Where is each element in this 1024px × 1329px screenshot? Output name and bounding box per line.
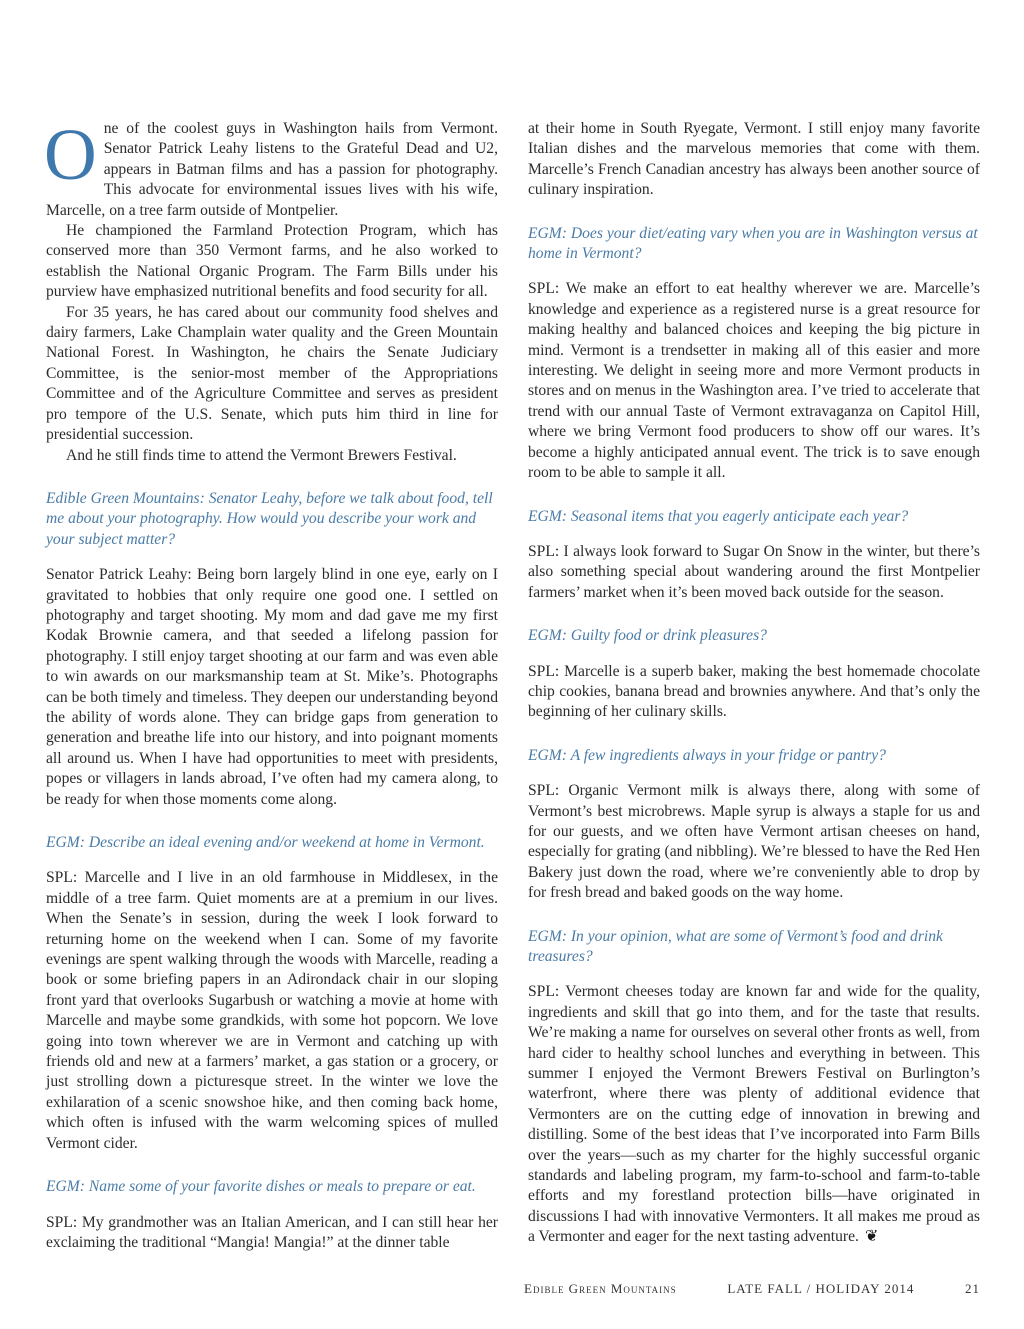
question-favorite-dishes: EGM: Name some of your favorite dishes or meals to prepare or eat.: [46, 1178, 476, 1196]
question-pantry-ingredients: EGM: A few ingredients always in your fridge or pantry?: [528, 746, 886, 764]
intro-paragraph-4: And he still finds time to attend the Vermont Brewers Festival.: [66, 446, 457, 464]
question-seasonal-items: EGM: Seasonal items that you eagerly anticipate each year?: [528, 507, 909, 525]
left-column: [44, 114, 498, 1253]
answer-ideal-evening: SPL: Marcelle and I live in an old farmhouse in Middlesex, in the middle of a tree farm. Quiet moments are at a premium in our lives. When the Senate’s in session, during the week I look forward to returning home on the weekend when I can. Some of my favorite evenings are spent walking through the woods with Marcelle, reading a book or some briefing papers in an Adirondack chair in our sloping front yard that overlooks Sugarbush or watching a movie at home with Marcelle and maybe some grandkids, with some hot popcorn. We love going into town wherever we are in Vermont and catching up with friends old and new at a farmers’ market, a gas station or a grocery, or just strolling down a picturesque street. In the winter we love the exhilaration of a scenic snowshoe hike, and then coming back home, which often is infused with the warm welcoming spices of mulled Vermont cider.: [46, 869, 498, 1152]
question-guilty-pleasures: EGM: Guilty food or drink pleasures?: [528, 627, 767, 645]
question-diet-variation: EGM: Does your diet/eating vary when you are in Washington versus at home in Vermont?: [528, 224, 978, 263]
question-photography: Edible Green Mountains: Senator Leahy, before we talk about food, tell me about your photography. How would you describe your work and your subject matter?: [46, 489, 493, 548]
answer-guilty-pleasures: SPL: Marcelle is a superb baker, making the best homemade chocolate chip cookies, banana bread and brownies anywhere. And that’s only the beginning of her culinary skills.: [528, 662, 980, 721]
answer-seasonal-items: SPL: I always look forward to Sugar On Snow in the winter, but there’s also something special about wandering around the first Montpelier farmers’ market when it’s been moved back outside for the season.: [528, 542, 980, 601]
maple-leaf-icon: ❦: [864, 1228, 879, 1246]
answer-diet-variation: SPL: We make an effort to eat healthy wherever we are. Marcelle’s knowledge and experience as a registered nurse is a great resource for making healthy and balanced choices and keeping the big picture in mind. Vermont is a trendsetter in making all of this easier and more interesting. We delight in seeing more and more Vermont products in stores and on menus in the Washington area. I’ve tried to accelerate that trend with our annual Taste of Vermont extravaganza on Capitol Hill, where we bring Vermont food producers to show off our wares. It’s become a highly anticipated annual event. The trick is to save enough room to be able to sample it all.: [528, 280, 980, 482]
intro-text-1: ne of the coolest guys in Washington hails from Vermont. Senator Patrick Leahy listens to the Grateful Dead and U2, appears in Batman films and has a passion for photography. This advocate for environmental issues lives with his wife, Marcelle, on a tree farm outside of Montpelier.: [46, 120, 498, 219]
answer-pantry-ingredients: SPL: Organic Vermont milk is always there, along with some of Vermont’s best microbrews. Maple syrup is always a staple for us and for our guests, and we often have Vermont artisan cheeses on hand, especially for grating (and nibbling). We’re blessed to have the Red Hen Bakery just down the road, where we’re conveniently able to drop by for fresh bread and baked goods on the way home.: [528, 782, 980, 902]
footer-page-number: 21: [965, 1281, 980, 1296]
answer-vermont-treasures: [528, 982, 980, 1247]
intro-paragraph-2: He championed the Farmland Protection Program, which has conserved more than 350 Vermont farms, and he also worked to establish the National Organic Program. The Farm Bills under his purview have emphasized nutritional benefits and food security for all.: [46, 222, 498, 301]
answer-photography: Senator Patrick Leahy: Being born largely blind in one eye, early on I gravitated to hobbies that only require one good one. I settled on photography and target shooting. My mom and dad gave me my first Kodak Brownie camera, and that seeded a lifelong passion for photography. I still enjoy target shooting at our farm and was even able to win awards on our marksmanship team at St. Mike’s. Photographs can be both timely and timeless. They deepen our understanding beyond the ability of words alone. They can bridge gaps from generation to generation and breathe life into our history, and into poignant moments all around us. When I have had opportunities to meet with presidents, popes or villagers in lands abroad, I’ve often had my camera along, to be ready for when those moments come along.: [46, 566, 498, 808]
question-vermont-treasures: EGM: In your opinion, what are some of Vermont’s food and drink treasures?: [528, 927, 943, 965]
intro-paragraph-1: [44, 114, 498, 221]
intro-paragraph-3: For 35 years, he has cared about our community food shelves and dairy farmers, Lake Champlain water quality and the Green Mountain National Forest. In Washington, he chairs the Senate Judiciary Committee, is the senior-most member of the Appropriations Committee and of the Agriculture Committee and serves as president pro tempore of the U.S. Senate, which puts him third in line for presidential succession.: [46, 303, 498, 444]
page-footer: [524, 1281, 980, 1297]
right-column: [528, 119, 980, 1248]
question-ideal-evening: EGM: Describe an ideal evening and/or weekend at home in Vermont.: [46, 834, 485, 851]
drop-cap: O: [44, 114, 97, 195]
footer-issue: LATE FALL / HOLIDAY 2014: [727, 1281, 915, 1296]
footer-publication: Edible Green Mountains: [524, 1281, 677, 1296]
answer-vermont-treasures-text: SPL: Vermont cheeses today are known far and wide for the quality, ingredients and skill that go into them, and for the taste that results. We’re making a name for ourselves on several other fronts as well, from hard cider to healthy school lunches and everything in between. This summer I enjoyed the Vermont Brewers Festival on Burlington’s waterfront, where there was plenty of additional evidence that Vermonters are on the cutting edge of innovation in brewing and distilling. Some of the best ideas that I’ve incorporated into Farm Bills over the years—such as my charter for the highly successful organic standards and labeling program, my farm-to-school and farm-to-table efforts and my forestland protection bills—have originated in discussions I had with innovative Vermonters. It all makes me proud as a Vermonter and eager for the next tasting adventure.: [528, 983, 980, 1246]
answer-favorite-dishes-part-2: at their home in South Ryegate, Vermont. I still enjoy many favorite Italian dishes and the marvelous memories that come with them. Marcelle’s French Canadian ancestry has always been another source of culinary inspiration.: [528, 120, 980, 199]
answer-favorite-dishes-part-1: SPL: My grandmother was an Italian American, and I can still hear her exclaiming the traditional “Mangia! Mangia!” at the dinner table: [46, 1213, 498, 1251]
